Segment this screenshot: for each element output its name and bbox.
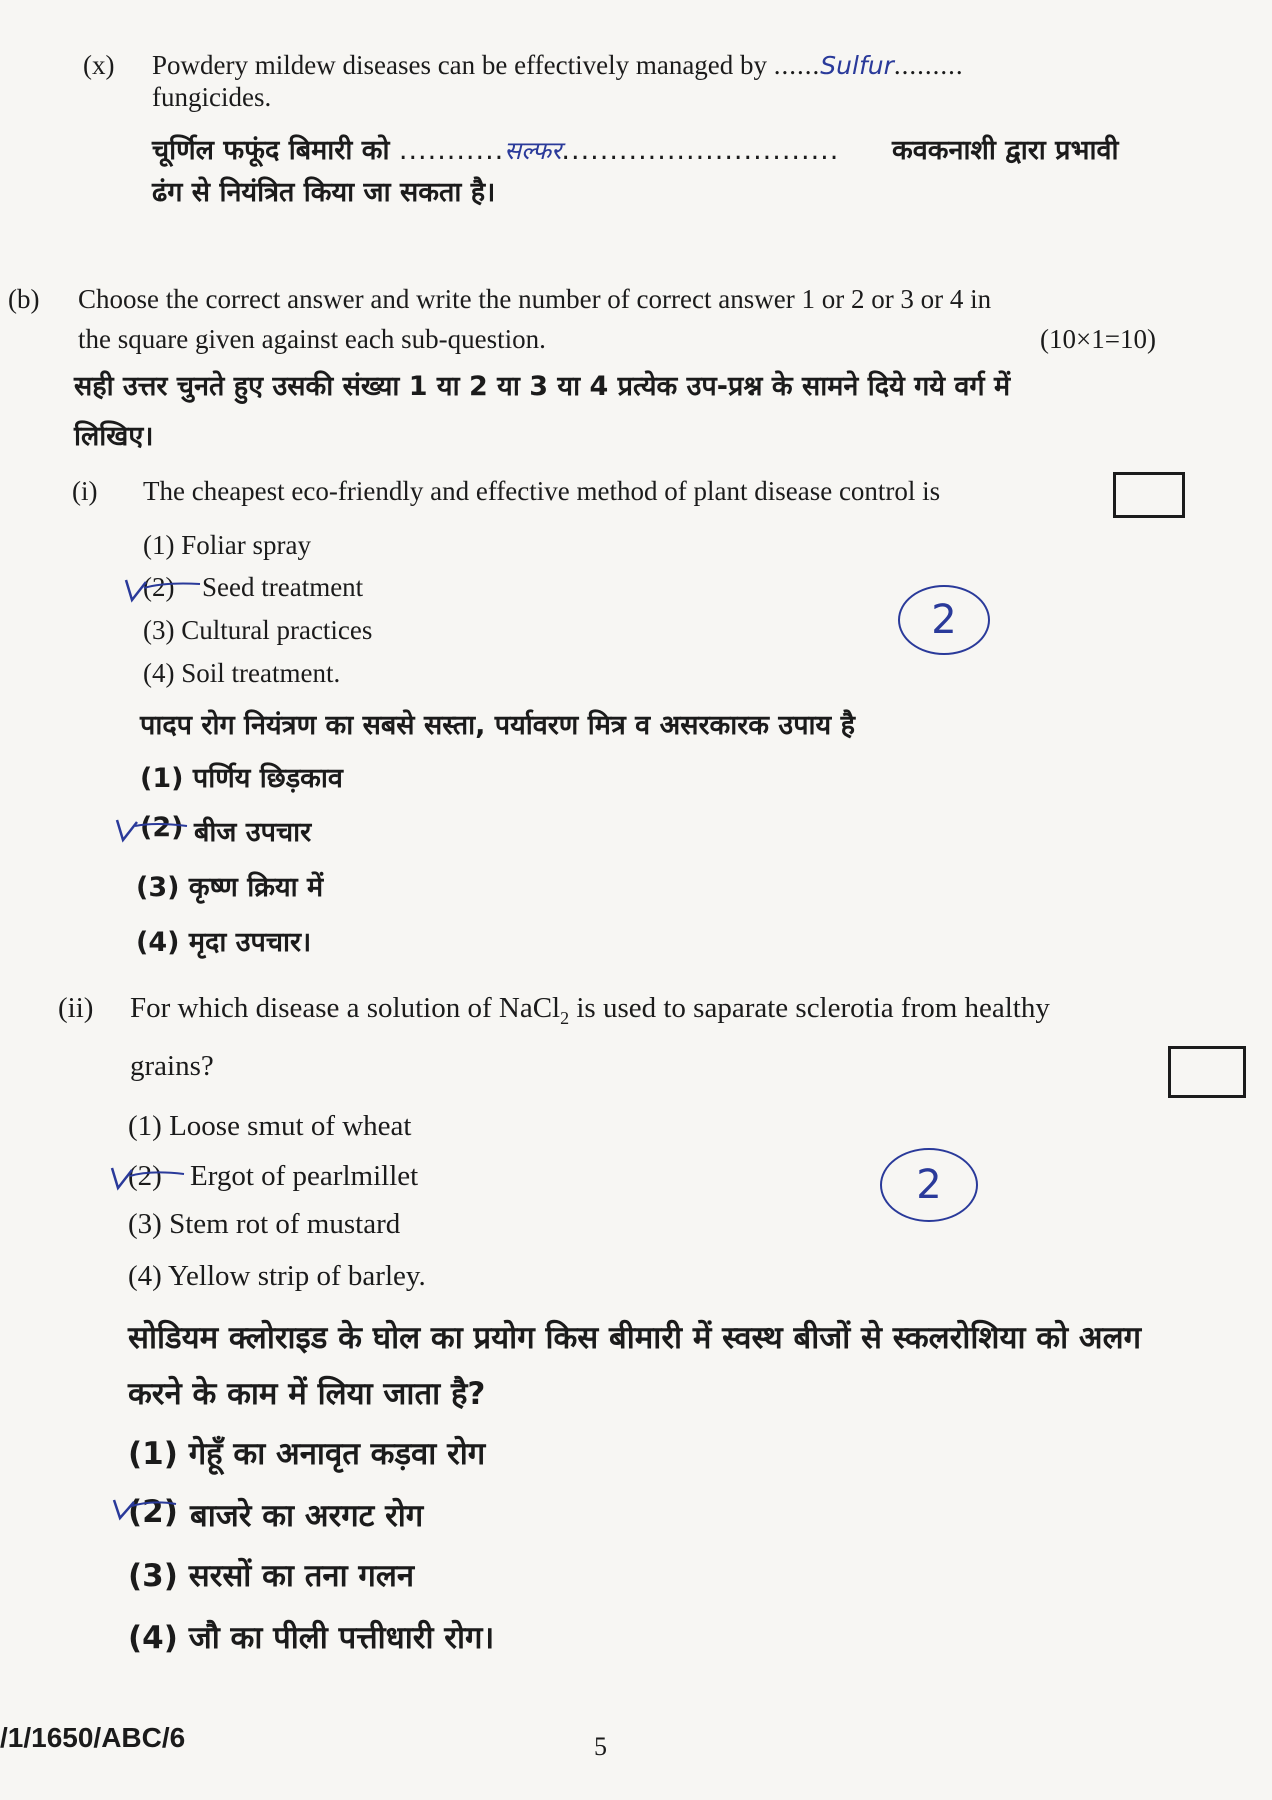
marked-answer-circle-ii: 2 [880, 1148, 978, 1222]
question-x-hi-post: कवकनाशी द्वारा प्रभावी [892, 135, 1119, 166]
tick-mark-icon [112, 1494, 192, 1526]
question-x-number: (x) [83, 50, 115, 80]
option-ii-3: (3) Stem rot of mustard [128, 1208, 401, 1240]
option-i-2-number: (2) [143, 572, 175, 602]
option-i-4: (4) Soil treatment. [143, 658, 341, 688]
section-b-instruction-en-1: Choose the correct answer and write the number of correct answer 1 or 2 or 3 or 4 in [78, 284, 992, 314]
option-ii-2-number: (2) [128, 1160, 162, 1192]
section-b-marks: (10×1=10) [1040, 324, 1156, 354]
option-i-2: Seed treatment [202, 572, 364, 602]
option-ii-4: (4) Yellow strip of barley. [128, 1260, 426, 1292]
section-b-instruction-hi-1: सही उत्तर चुनते हुए उसकी संख्या 1 या 2 या 3 या 4 प्रत्येक उप-प्रश्न के सामने दिये गये वर्ग में [74, 371, 1011, 402]
option-i-hi-2: बीज उपचार [194, 817, 312, 848]
question-ii-text-en-2: grains? [130, 1050, 214, 1082]
question-x-hi-line2: ढंग से नियंत्रित किया जा सकता है। [152, 177, 496, 208]
option-i-hi-3: (3) कृष्ण क्रिया में [136, 872, 324, 903]
section-b-label: (b) [8, 284, 40, 314]
question-ii-text-en-1: For which disease a solution of NaCl$_2$ is used to saparate sclerotia from healthy [130, 992, 1050, 1028]
option-ii-hi-3: (3) सरसों का तना गलन [128, 1558, 415, 1594]
handwritten-answer-en: Sulfur [820, 51, 894, 80]
footer-code: /1/1650/ABC/6 [0, 1722, 186, 1753]
option-i-3: (3) Cultural practices [143, 615, 373, 645]
option-i-hi-1: (1) पर्णिय छिड़काव [140, 763, 343, 794]
option-ii-hi-2: बाजरे का अरगट रोग [190, 1498, 424, 1534]
tick-mark-icon [124, 574, 204, 604]
question-ii-text-hi-2: करने के काम में लिया जाता है? [128, 1376, 486, 1412]
tick-mark-icon [115, 814, 195, 844]
option-i-hi-2-number: (2) [140, 812, 184, 843]
question-x-text-hi: चूर्णिल फफूंद बिमारी को ...........सल्फर............................. [152, 135, 840, 166]
option-i-hi-4: (4) मृदा उपचार। [136, 927, 312, 958]
question-ii-text-hi-1: सोडियम क्लोराइड के घोल का प्रयोग किस बीमारी में स्वस्थ बीजों से स्कलरोशिया को अलग [128, 1320, 1142, 1356]
page-number: 5 [594, 1732, 607, 1761]
question-x-text-en: Powdery mildew diseases can be effectively managed by ......Sulfur......... [152, 50, 964, 80]
question-ii-number: (ii) [58, 992, 94, 1024]
option-ii-hi-4: (4) जौ का पीली पत्तीधारी रोग। [128, 1620, 495, 1656]
option-ii-1: (1) Loose smut of wheat [128, 1110, 412, 1142]
answer-box-i[interactable] [1113, 472, 1185, 518]
question-x-line1: Powdery mildew diseases can be effectively managed by [152, 50, 768, 80]
question-i-text-en: The cheapest eco-friendly and effective method of plant disease control is [143, 476, 941, 506]
marked-answer-circle-i: 2 [898, 585, 990, 655]
handwritten-answer-hi: सल्फर [504, 136, 562, 165]
question-i-text-hi: पादप रोग नियंत्रण का सबसे सस्ता, पर्यावरण मित्र व असरकारक उपाय है [140, 710, 855, 741]
option-ii-hi-2-number: (2) [128, 1494, 178, 1530]
answer-box-ii[interactable] [1168, 1046, 1246, 1098]
question-i-number: (i) [72, 476, 98, 506]
question-x-line2: fungicides. [152, 82, 272, 112]
option-ii-2: Ergot of pearlmillet [190, 1160, 419, 1192]
option-ii-hi-1: (1) गेहूँ का अनावृत कड़वा रोग [128, 1436, 486, 1472]
section-b-instruction-hi-2: लिखिए। [74, 421, 154, 452]
section-b-instruction-en-2: the square given against each sub-question. [78, 324, 546, 354]
tick-mark-icon [110, 1162, 190, 1192]
question-x-hi-pre: चूर्णिल फफूंद बिमारी को [152, 135, 390, 166]
option-i-1: (1) Foliar spray [143, 530, 311, 560]
